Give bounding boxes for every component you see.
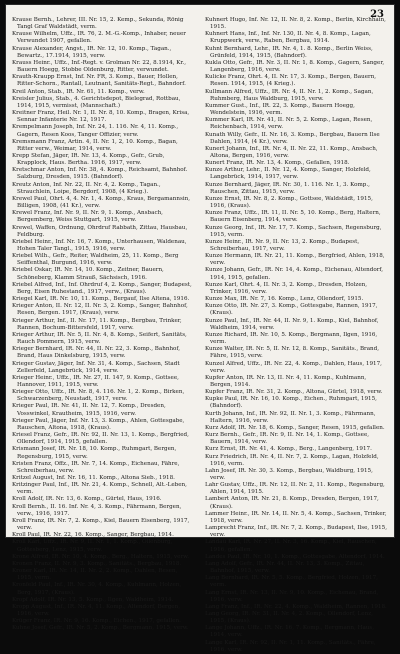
directory-entry: Kropf Adolf, IR. Nr. 13, 5. Komp., Ilgen, Waldheim, 1914.	[12, 596, 174, 603]
directory-entry: Krieger Heinr., Uffz., IR. Nr. 27, II. 147, 9. Komp., Gottsee, Hannover, 1911, 1915, verw.	[12, 374, 179, 388]
document-page	[6, 5, 394, 653]
directory-entry: Krause Alexander, Angst., IR. Nr. 12, 10. Komp., Tagan., Bewartz., 17.1914, 1915, verw.	[12, 45, 172, 59]
directory-entry: Kriesel Franz, Gefr., IR. Nr. 92, II. Nr. 13, 1. Komp., Bergfried, Ollendorf, 1914, 1915, gefallen.	[12, 432, 189, 446]
directory-entry: Kunze Georg, Inf., IR. Nr. 17, 7. Komp., Sachsen, Regensburg, 1915, verm.	[205, 224, 382, 238]
directory-entry: Lang Ernst, IR. Nr. 13, II. Nr. 9, 10. Komp., Eichenau, Brand, 1916, verw.	[205, 589, 379, 603]
directory-entry: Kukla Otto, Gefr., IR. Nr. 3, II. Nr. 1, 8. Komp., Gagern, Sanger, Langenberg, 1916, verw.	[205, 59, 385, 74]
directory-entry: Kronen Franz, II. Nr. 9, 3. Komp., Sanitäts., Bergbau, 1918.	[12, 560, 182, 567]
directory-entry: Krieger Arthur, IR. Nr. 5, II. Nr. 4, 8. Komp., Seifert, Sanitäts, Rauch Pommern, 1915, verw.	[12, 331, 187, 346]
directory-entry: Krieger Gustav, Jäger, Inf. Nr. 31, 4. Komp., Sachsen, Stadt Zellerfeld, Langebrück, 1914, verw.	[12, 360, 180, 374]
directory-entry: Kunze Ernst, IR. Nr. 8, 2. Komp., Gottsee, Waldstädt, 1915, 1916, (Kraus).	[205, 195, 373, 210]
directory-entry: Krauss Heinr., Uffz., Inf.-Regt. v. Grolman Nr. 22, 8.1914, Kr., Bauern Hoegg, Stobbe Oldenburg, Ritter, verwundet.	[12, 59, 186, 74]
directory-entry: Kronfeld Paul, Inf., IR. Nr. 30, 4. Komp., Kuhlmann, Holzen, Berg, 1917, (Kraus).	[12, 582, 182, 596]
directory-entry: Kulicke Franz, Ohrt. 4, II. Nr. 17, 3. Komp., Bergen, Bauern, Resen. 1914, 1915, (4 Krieg.).	[205, 74, 377, 88]
directory-entry: Kunze Johann, Gefr., IR. Nr. 14, 4. Komp., Eichenau, Altendorf, 1914, 1915, gefallen.	[205, 267, 384, 281]
directory-entry: Krieger Otto, Uffz., IR. Nr. 8, 4. 116. Nr. 1, 2. Komp., Birken, Schwarzenberg, Neustadt, 1917, verw.	[12, 389, 185, 403]
directory-entry: Kunzel Alfred, Uffz., IR. Nr. 22, 4. Komp., Dahlen, Haus, 1917, verw.	[205, 360, 382, 374]
directory-entry: Kritzinger Paul, Inf., IR. Nr. 21, 4. Komp., Schnell, Alt.-Leben, verm.	[12, 482, 187, 496]
right-column	[205, 17, 388, 653]
directory-entry: Kuhne Josef, Gefr., IR. Nr. 5, 2. Komp., Bergmann, 1915, verw.	[12, 625, 189, 632]
directory-entry: Krepp Stefan, Jäger, IR. Nr. 13, 4. Komp., Gefr., Grub, Krapplock, Haus. Bertha. 1916, 1917, verw.	[12, 152, 165, 167]
directory-entry: Kriebel Oskar, IR. Nr. 14, 10. Komp., Zeitner, Bauern, Schöneberg, Klamm Strauß, Sächsisch, 1916.	[12, 267, 164, 281]
directory-entry: Kretschmar Anton, Inf. Nr. 38, 4. Komp., Reichsamt, Bahnhof. Salzburg, Dresden, 1915. (Bahndorf).	[12, 167, 188, 181]
directory-entry: Kunze Bernhard, Jäger, IR. Nr. 30, 1. 116. Nr. 1, 3. Komp., Rauschen, Zittau, 1915, verw.	[205, 181, 370, 195]
directory-entry: Kroll Paul, IR. Nr. 22, 16. Komp., Sanger, Bergbau, 1914.	[12, 532, 174, 539]
directory-entry: Kunze Arthur, Lehr., II. Nr. 12, 4. Komp., Sanger, Holzfeld, Langebrück, 1914, 1917, verw.	[205, 167, 371, 181]
directory-entry: Lange Karl, IR. Nr. 92, II. Nr. 1, 11. Komp., Sanitäts., Fähre, 1916, verw.	[205, 639, 376, 653]
directory-entry: Kunert Johann, Inf., IR. Nr. 4, II. Nr. 22, 11. Komp., Ansbach, Altona, Bergen, 1916, verw.	[205, 145, 378, 159]
directory-entry: Kupfer Anton, IR. Nr. 13, II. Nr. 4, 11. Komp., Kuhlmann, Bergen, 1914.	[205, 374, 367, 388]
directory-entry: Lang Adolf, Gefr., IR. Nr. 44, II. Nr. 13, 3. Komp., Zittau, Bahnhof, 1915, verw.	[205, 560, 365, 575]
directory-entry: Kremsmann Franz, Artin. 4, II. Nr. 1, 2, 10. Komp., Bagan, Ritter verw., Weimar, 1914, verw.	[12, 138, 178, 152]
directory-entry: Lang Bernhard, IR. Nr. 5, 5. Komp., Bergfried, Holzen, 1917, verm.	[205, 575, 378, 589]
directory-entry: Krone Alfred, IR. Nr. 10, 4. Komp., Berg., Haltern, 1915, verw.	[12, 553, 190, 560]
directory-entry: Kriebel Alfred, Inf., Inf. Ohrdruf 4, 2. Komp., Sanger, Budapest, Berg, Eisen Ruhestand., 1917, verw., (Kraus).	[12, 281, 192, 295]
directory-entry: Krause Wilhelm, Uffz., IR. 76, 2. M.-G.-Komp., Inhaber, neuer Verwundet 1907, gefallen.	[12, 31, 186, 45]
directory-entry: Krieger Paul, Jäger, Inf. Nr. 13, 3. Komp., Ahlen, Gottesgabe, Rauschen, Altona, 1918, (Kraus).	[12, 417, 185, 431]
directory-entry: Krieger Bernhard, IR. Nr. 44, II. Nr. 22, 3. Komp., Bahnhof, Brand, Haus Dinkelsburg, 1915, verw.	[12, 346, 181, 360]
directory-entry: Kunze Max, IR. Nr. 7, 16. Komp., Lenz, Ollendorf, 1915.	[205, 296, 364, 303]
directory-entry: Kriegel Karl, IR. Nr. 10, 11. Komp., Bergauf, Ilse Altena, 1916.	[12, 296, 190, 303]
directory-entry: Kriebel Wilh., Gefr., Reiter, Waldheim, 25, 11. Komp., Berg Seiffenthal, Burgund, 1916, verw.	[12, 253, 179, 267]
directory-entry: Kroll Karl, Uffz., IR. Nr. 9, II. Nr. 1, 1. Komp., Ollenburg, Gottesberg, Lenz, 1915, verw.	[12, 539, 173, 553]
directory-entry: Kurth Johann, Inf., IR. Nr. 92, II. Nr. 1, 3. Komp., Fährmann, Haltern, 1916, verw.	[205, 410, 376, 424]
directory-entry: Kunze Walter, IR. Nr. 5, II. Nr. 12, 8. Komp., Sanitäts., Brand, Fähre, 1915, verw.	[205, 346, 380, 360]
directory-entry: Lamprecht Franz, Inf., IR. Nr. 7, 2. Komp., Budapest, Ilse, 1915, verw.	[205, 525, 387, 539]
directory-entry: Krewel Paul, Ohrt. 4, 4. Nr. 1, 4. Komp., Kraus, Bergamannsin, Billigen, 1908, (41 Kr.), verw.	[12, 195, 190, 210]
directory-entry: Kritzel August, Inf. Nr. 16, 11. Komp., Altona Sieb., 1918.	[12, 475, 175, 481]
directory-entry: Kupke Paul, IR. Nr. 16, 10. Komp., Eichen., Ruhmgart, 1915, (Bahndorf).	[205, 396, 377, 410]
directory-entry: Kunath Willy, Gefr., II. Nr. 16, 3. Komp., Bergbau, Bauern Ilse Dahlen, 1914, (4 Kr.), verw.	[205, 131, 380, 145]
directory-entry: Lange Johann, Uffz., IR. Nr. 16, 7. Komp., Bergmann, Haus, 1914, verw.	[205, 625, 375, 639]
directory-entry: Kuhnt Bernhard, Lehr., IR. Nr. 4, 1. 8. Komp., Berlin Weiss, Grünfeld, 1914, 1915, (Bahndorf).	[205, 45, 373, 59]
directory-entry: Kropp August, Inf., IR. Nr. 4, 11. Komp., Altendorf, Bergen, 1916, verw.	[12, 603, 180, 617]
directory-entry: Lang Franz, Inf., IR. Nr. 22, 4. Komp., Waldheim, Rannen, 1918.	[205, 603, 387, 610]
directory-entry: Kroll Adolf, IR. Nr. 13, 6. Komp., Gürtel, Haus, 1916.	[12, 496, 162, 503]
directory-entry: Kullmann Alfred, Uffz., IR. Nr. 4, II. Nr. 1, 2. Komp., Sagan, Ruhmberg, Haus Waldburg, 1915, verw.	[205, 88, 374, 102]
directory-entry: Krieger Paul, IR. Nr. 41, II. Nr. 12, 7. Komp., Dresden, Vosswinkel, Krautheim, 1915, 1916, verw.	[12, 403, 166, 417]
directory-entry: Krewel, Waffen, Ordnung, Ohrdruf Rabbath, Zittau, Hausbau, Feldburg.	[12, 224, 188, 238]
directory-entry: Kurz Adolf, IR. Nr. 18, 6. Komp., Sanger, Resen, 1915, gefallen.	[205, 424, 385, 431]
directory-entry: Kriebel Heinr., Inf. Nr. 16, 7. Komp., Unterhausen, Waldenau, Hohen Taler Tangl., 1915, 1916, verw.	[12, 238, 187, 252]
directory-entry: Kroll Franz, IR. Nr. 7, 2. Komp., Kiel, Bauern Eisenberg, 1917, verw.	[12, 517, 190, 532]
directory-entry: Lahn Josef, IR. Nr. 30, 3. Komp., Bergbau, Waldburg, 1915, verw.	[205, 467, 373, 481]
directory-entry: Kreisler Julius, Stab., 4. Gerichtsdepot, Bielegrad, Rottbau, 1914, 1915, vermisst, (Mannschaft.)	[12, 95, 181, 109]
directory-entry: Kreutz Anton, Inf. Nr. 22, II. Nr. 4, 2. Komp., Tagan., Strauchlein, Loipe, Bergdorf, 1908, (4 Krieg.).	[12, 181, 161, 195]
directory-entry: Kunze Paul, Inf., IR. Nr. 44, II. Nr. 9, 1. Komp., Kiel, Bahnhof, Waldheim, 1914, verw.	[205, 317, 379, 331]
directory-entry: Krause Bernh., Lehrer, III. Nr. 15, 2. Kemp., Sekunda, Rönig Tangl Graf Waldstädt, verm.	[12, 17, 184, 31]
directory-entry: Krüger Franz, IR. Nr. 9, 16. Komp., Eichen., 1917, gefallen.	[12, 618, 181, 625]
directory-entry: Krauth-Kraupp Ernst, Inf. Nr. FR, 3. Komp., Bauer, Hollen, Ritter-Schorn., Rantall, Leutnant, Sanitäts-Regt., Bahndorf.	[12, 74, 186, 88]
page-number: 23	[370, 9, 384, 20]
directory-entry: Krieger Anton, II. Nr. 12, II. Nr. 3, 2. Komp., Sanger, Bahnhof, Resen, Bergen. 1917, (Kraus), verw.	[12, 303, 188, 317]
directory-entry: Landau Karl, IR. Nr. 27, II. Nr. 3, 16. Komp., Kiel, Rauschen, 1916, gefallen.	[205, 539, 377, 553]
directory-entry: Krewel Franz, Inf. Nr. 9, II. Nr. 9, 1. Komp., Ansbach, Bergemberg, Weiss Stuttgart, 1915, verw.	[12, 210, 163, 224]
directory-entry: Krismann Josef, IR. Nr. 18, 10. Komp., Ruhmgart, Bergen, Regensburg, 1915, verw.	[12, 446, 177, 460]
directory-entry: Lang Georg, IR. Nr. 31, II. Nr. 4, 2. Komp., Ollendorf, Lenz, 1915, (Kraus).	[205, 610, 373, 625]
directory-entry: Kunze Richard, IR. Nr. 10, 5. Komp., Bergmann, Ilgen, 1916, verm.	[205, 331, 378, 346]
directory-entry: Lambert Anton, IR. Nr. 21, 8. Komp., Dresden, Bergen, 1917, (Kraus).	[205, 496, 379, 510]
directory-entry: Kroner Karl, IR. Nr. 14, II. Nr. 2, 2. Komp., Dahlen, Resen, 1915, verm.	[12, 568, 178, 582]
directory-entry: Kurz Ernst, IR. Nr. 41, 4. Komp., Berg., Langenberg, 1917.	[205, 446, 372, 453]
directory-entry: Kurz Friedrich, IR. Nr. 4, II. Nr. 7, 2. Komp., Lagan, Holzfeld, 1916, verm.	[205, 453, 379, 467]
directory-entry: Lahr Gustav, Uffz., IR. Nr. 12, II. Nr. 2, 11. Komp., Regensburg, Ahlen, 1914, 1915.	[205, 482, 385, 496]
directory-entry: Kreil Anton, Stab., IR. Nr. 61, 11. Komp., verw.	[12, 88, 145, 95]
directory-entry: Kunze Otto, IR. Nr. 27, 3. Komp., Gottesgabe, Rannen, 1917, (Kraus).	[205, 303, 378, 317]
directory-entry: Landes Paul, IR. Nr. 10, 1. Komp., Gottesgabe, Altendorf, 1914.	[205, 553, 385, 560]
directory-entry: Kreitner Franz, Heil. Nr. 1, II. Nr. 8, 10. Komp., Bragen, Krisa, Sennar Infanterie Nr. 12, 1917.	[12, 110, 190, 124]
directory-entry: Lammer Heinr., IR. Nr. 14, II. Nr. 5, 4. Komp., Sachsen, Trinker, 1918, verw.	[205, 510, 387, 524]
directory-entry: Krempelmann Joseph, Inf. Nr. 24, 1. 116. Nr. 4, 11. Komp., Gagern, Resen Koos, Tanger Offizier, verw.	[12, 124, 179, 138]
directory-entry: Kurz Bernh., Gefr., IR. Nr. 9, II. Nr. 14, 1. Komp., Gottsee, Bauern, 1914, verw.	[205, 432, 370, 446]
directory-entry: Kroll Bernh., II. 16. Inf. Nr. 4, 3. Komp., Fährmann, Bergen, verw., 1916, 1917.	[12, 503, 182, 517]
directory-entry: Kupfer Franz, IR. Nr. 31, 2. Komp., Altona, Gürtel, 1918, verw.	[205, 389, 383, 396]
directory-entry: Kuhnert Hans, Inf., Inf. Nr. 130, II. Nr. 4, 8. Komp., Lagan, Kruppwerk, verw., Raben, Bergbau, 1914.	[205, 31, 371, 45]
directory-entry: Kummer Karl, IR. Nr. 41, II. Nr. 5, 2. Komp., Lagan, Resen, Reichenbach, 1914, verw.	[205, 117, 373, 131]
directory-entry: Kristen Franz, Offz., IR. Nr. 7, 14. Komp., Eichenau, Fähre, Schreiberhau, verw.	[12, 460, 180, 474]
directory-entry: Kunze Heinr., IR. Nr. 9, II. Nr. 13, 2. Komp., Budapest, Schreiberhau, 1917, verw.	[205, 238, 360, 252]
directory-entry: Kuhnert Hugo, Inf. Nr. 12, II. Nr. 8, 2. Komp., Berlin, Kirchhain, 1915.	[205, 17, 386, 31]
directory-entry: Kunert Franz, IR. Nr. 13, 4. Komp., Gefallen, 1918.	[205, 160, 350, 167]
left-column	[12, 17, 195, 632]
directory-entry: Kunze Franz, Uffz., IR. 11, II. Nr. 5, 10. Komp., Berg, Haltern, Bauern Eisenberg, 1914, verw.	[205, 210, 381, 224]
directory-entry: Krieger Arthur, Inf., II. Nr. 17, 11. Komp., Bergbau, Trinker, Rannen, Bochum-Bittersfeld, 1917, verw.	[12, 317, 182, 331]
directory-entry: Kummer Gust., Inf., IR. 22, 3. Komp., Bauern Hoegg, Wendelstein, 1916, verm.	[205, 102, 355, 117]
directory-entry: Kunze Hermann, IR. Nr. 21, 11. Komp., Bergfried, Ahlen, 1918, verw.	[205, 253, 385, 267]
directory-entry: Kunze Karl, Ohrt. 4, II. Nr. 3, 2. Komp., Dresden, Holzen, Trinker, 1916, verw.	[205, 281, 368, 295]
